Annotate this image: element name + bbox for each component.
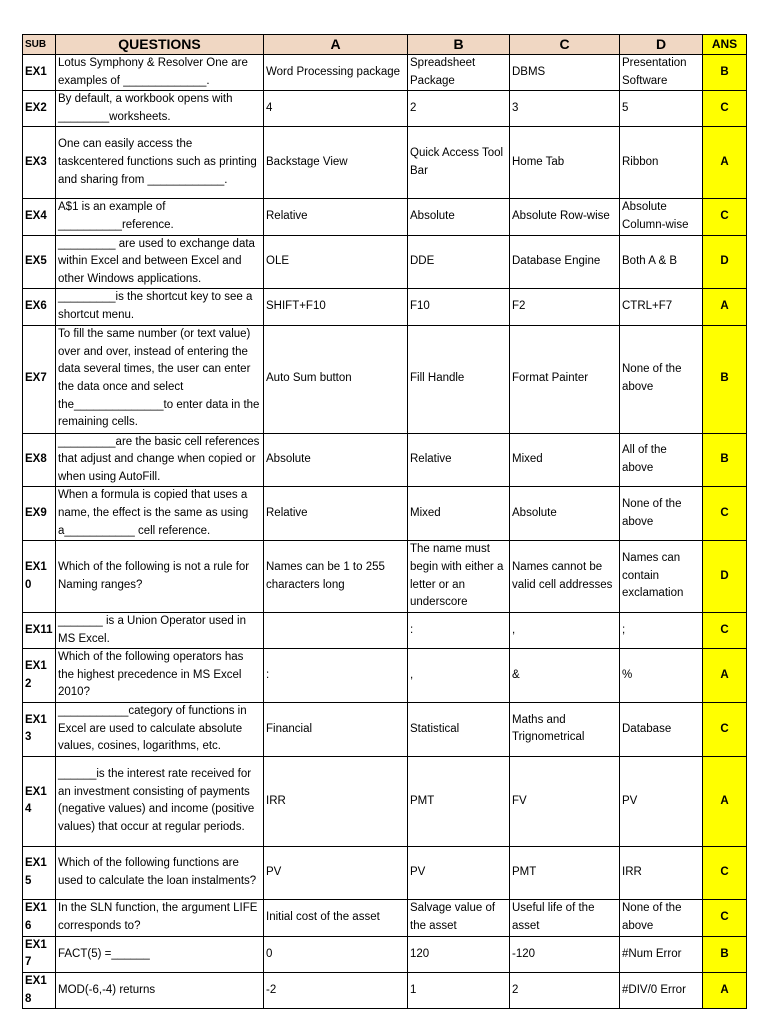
option-d-cell: Names can contain exclamation <box>620 541 703 613</box>
table-row <box>23 55 747 91</box>
sub-cell: EX11 <box>23 613 56 649</box>
option-d-cell: ; <box>620 613 703 649</box>
option-d-cell: PV <box>620 756 703 846</box>
option-a-cell: Relative <box>264 487 408 541</box>
table-row <box>23 613 747 649</box>
header-d: D <box>620 35 703 55</box>
option-b-cell: DDE <box>408 235 510 289</box>
answer-cell: C <box>703 199 747 235</box>
question-cell: _________ are used to exchange data within Excel and between Excel and other Windows applications. <box>56 235 264 289</box>
option-d-cell: #DIV/0 Error <box>620 973 703 1009</box>
question-cell: ___________category of functions in Excel are used to calculate absolute values, cosines, logarithms, etc. <box>56 703 264 757</box>
answer-cell: C <box>703 487 747 541</box>
option-d-cell: Both A & B <box>620 235 703 289</box>
table-row <box>23 235 747 289</box>
option-c-cell: Format Painter <box>510 325 620 433</box>
question-cell: _______ is a Union Operator used in MS Excel. <box>56 613 264 649</box>
answer-cell: C <box>703 613 747 649</box>
option-c-cell: FV <box>510 756 620 846</box>
answer-cell: C <box>703 703 747 757</box>
question-cell: Which of the following operators has the highest precedence in MS Excel 2010? <box>56 649 264 703</box>
question-cell: MOD(-6,-4) returns <box>56 973 264 1009</box>
option-a-cell: OLE <box>264 235 408 289</box>
sub-cell: EX18 <box>23 973 56 1009</box>
header-c: C <box>510 35 620 55</box>
answer-cell: C <box>703 899 747 936</box>
question-cell: _________are the basic cell references that adjust and change when copied or when using AutoFill. <box>56 433 264 487</box>
question-cell: In the SLN function, the argument LIFE corresponds to? <box>56 899 264 936</box>
table-row <box>23 199 747 235</box>
sub-cell: EX12 <box>23 649 56 703</box>
table-row <box>23 649 747 703</box>
answer-cell: A <box>703 973 747 1009</box>
option-c-cell: PMT <box>510 846 620 899</box>
option-a-cell: -2 <box>264 973 408 1009</box>
sub-cell: EX7 <box>23 325 56 433</box>
option-b-cell: Salvage value of the asset <box>408 899 510 936</box>
answer-cell: B <box>703 936 747 972</box>
sub-cell: EX17 <box>23 936 56 972</box>
question-cell: When a formula is copied that uses a name, the effect is the same as using a___________ cell reference. <box>56 487 264 541</box>
option-b-cell: Spreadsheet Package <box>408 55 510 91</box>
option-a-cell: 4 <box>264 91 408 127</box>
option-c-cell: Mixed <box>510 433 620 487</box>
option-b-cell: , <box>408 649 510 703</box>
answer-cell: B <box>703 433 747 487</box>
option-b-cell: : <box>408 613 510 649</box>
answer-cell: A <box>703 756 747 846</box>
option-a-cell: : <box>264 649 408 703</box>
header-questions: QUESTIONS <box>56 35 264 55</box>
option-a-cell: Names can be 1 to 255 characters long <box>264 541 408 613</box>
option-c-cell: , <box>510 613 620 649</box>
question-cell: Lotus Symphony & Resolver One are examples of _____________. <box>56 55 264 91</box>
answer-cell: D <box>703 541 747 613</box>
option-c-cell: Names cannot be valid cell addresses <box>510 541 620 613</box>
option-c-cell: F2 <box>510 289 620 325</box>
option-b-cell: 2 <box>408 91 510 127</box>
sub-cell: EX3 <box>23 127 56 199</box>
sub-cell: EX8 <box>23 433 56 487</box>
header-b: B <box>408 35 510 55</box>
option-c-cell: Database Engine <box>510 235 620 289</box>
option-a-cell: Word Processing package <box>264 55 408 91</box>
option-a-cell: SHIFT+F10 <box>264 289 408 325</box>
option-a-cell: Initial cost of the asset <box>264 899 408 936</box>
header-row <box>23 35 747 55</box>
option-b-cell: Relative <box>408 433 510 487</box>
question-cell: FACT(5) =______ <box>56 936 264 972</box>
option-b-cell: PMT <box>408 756 510 846</box>
table-row <box>23 541 747 613</box>
sub-cell: EX10 <box>23 541 56 613</box>
table-row <box>23 936 747 972</box>
option-c-cell: -120 <box>510 936 620 972</box>
option-d-cell: None of the above <box>620 487 703 541</box>
question-cell: Which of the following functions are used to calculate the loan instalments? <box>56 846 264 899</box>
sub-cell: EX4 <box>23 199 56 235</box>
table-row <box>23 756 747 846</box>
option-c-cell: DBMS <box>510 55 620 91</box>
answer-cell: B <box>703 55 747 91</box>
question-cell: To fill the same number (or text value) over and over, instead of entering the data several times, the user can enter the data once and select the______________to enter data in the remaining cells. <box>56 325 264 433</box>
answer-cell: B <box>703 325 747 433</box>
question-cell: ______is the interest rate received for an investment consisting of payments (negative values) and income (positive values) that occur at regular periods. <box>56 756 264 846</box>
sub-cell: EX2 <box>23 91 56 127</box>
sub-cell: EX5 <box>23 235 56 289</box>
option-c-cell: Home Tab <box>510 127 620 199</box>
option-a-cell: Auto Sum button <box>264 325 408 433</box>
question-cell: Which of the following is not a rule for Naming ranges? <box>56 541 264 613</box>
option-c-cell: Absolute <box>510 487 620 541</box>
table-row <box>23 487 747 541</box>
answer-cell: A <box>703 127 747 199</box>
sub-cell: EX6 <box>23 289 56 325</box>
question-cell: _________is the shortcut key to see a shortcut menu. <box>56 289 264 325</box>
option-a-cell: Absolute <box>264 433 408 487</box>
option-b-cell: Mixed <box>408 487 510 541</box>
option-b-cell: Quick Access Tool Bar <box>408 127 510 199</box>
option-a-cell <box>264 613 408 649</box>
answer-cell: A <box>703 289 747 325</box>
table-row <box>23 127 747 199</box>
option-b-cell: F10 <box>408 289 510 325</box>
option-d-cell: 5 <box>620 91 703 127</box>
option-b-cell: 120 <box>408 936 510 972</box>
option-b-cell: Statistical <box>408 703 510 757</box>
sub-cell: EX1 <box>23 55 56 91</box>
question-cell: One can easily access the taskcentered functions such as printing and sharing from ____________. <box>56 127 264 199</box>
table-row <box>23 973 747 1009</box>
option-b-cell: Fill Handle <box>408 325 510 433</box>
question-cell: By default, a workbook opens with ________worksheets. <box>56 91 264 127</box>
table-row <box>23 289 747 325</box>
option-d-cell: Ribbon <box>620 127 703 199</box>
table-row <box>23 846 747 899</box>
option-d-cell: IRR <box>620 846 703 899</box>
option-b-cell: 1 <box>408 973 510 1009</box>
option-b-cell: PV <box>408 846 510 899</box>
option-d-cell: % <box>620 649 703 703</box>
option-c-cell: Useful life of the asset <box>510 899 620 936</box>
option-c-cell: 3 <box>510 91 620 127</box>
table-row <box>23 91 747 127</box>
sub-cell: EX14 <box>23 756 56 846</box>
table-row <box>23 703 747 757</box>
sub-cell: EX16 <box>23 899 56 936</box>
answer-cell: C <box>703 91 747 127</box>
option-d-cell: All of the above <box>620 433 703 487</box>
option-d-cell: #Num Error <box>620 936 703 972</box>
option-c-cell: 2 <box>510 973 620 1009</box>
sub-cell: EX15 <box>23 846 56 899</box>
table-row <box>23 325 747 433</box>
option-d-cell: CTRL+F7 <box>620 289 703 325</box>
question-cell: A$1 is an example of __________reference. <box>56 199 264 235</box>
table-row <box>23 899 747 936</box>
option-a-cell: IRR <box>264 756 408 846</box>
option-c-cell: Maths and Trignometrical <box>510 703 620 757</box>
option-b-cell: Absolute <box>408 199 510 235</box>
question-rows <box>23 55 747 1009</box>
option-d-cell: Absolute Column-wise <box>620 199 703 235</box>
option-a-cell: Relative <box>264 199 408 235</box>
answer-cell: D <box>703 235 747 289</box>
header-sub: SUB <box>23 35 56 55</box>
sub-cell: EX9 <box>23 487 56 541</box>
header-a: A <box>264 35 408 55</box>
quiz-table <box>22 34 747 1009</box>
option-a-cell: 0 <box>264 936 408 972</box>
option-b-cell: The name must begin with either a letter or an underscore <box>408 541 510 613</box>
option-d-cell: Presentation Software <box>620 55 703 91</box>
table-row <box>23 433 747 487</box>
option-d-cell: None of the above <box>620 325 703 433</box>
option-a-cell: Financial <box>264 703 408 757</box>
option-c-cell: Absolute Row-wise <box>510 199 620 235</box>
option-a-cell: Backstage View <box>264 127 408 199</box>
option-c-cell: & <box>510 649 620 703</box>
header-ans: ANS <box>703 35 747 55</box>
option-d-cell: Database <box>620 703 703 757</box>
option-a-cell: PV <box>264 846 408 899</box>
answer-cell: A <box>703 649 747 703</box>
sub-cell: EX13 <box>23 703 56 757</box>
option-d-cell: None of the above <box>620 899 703 936</box>
answer-cell: C <box>703 846 747 899</box>
